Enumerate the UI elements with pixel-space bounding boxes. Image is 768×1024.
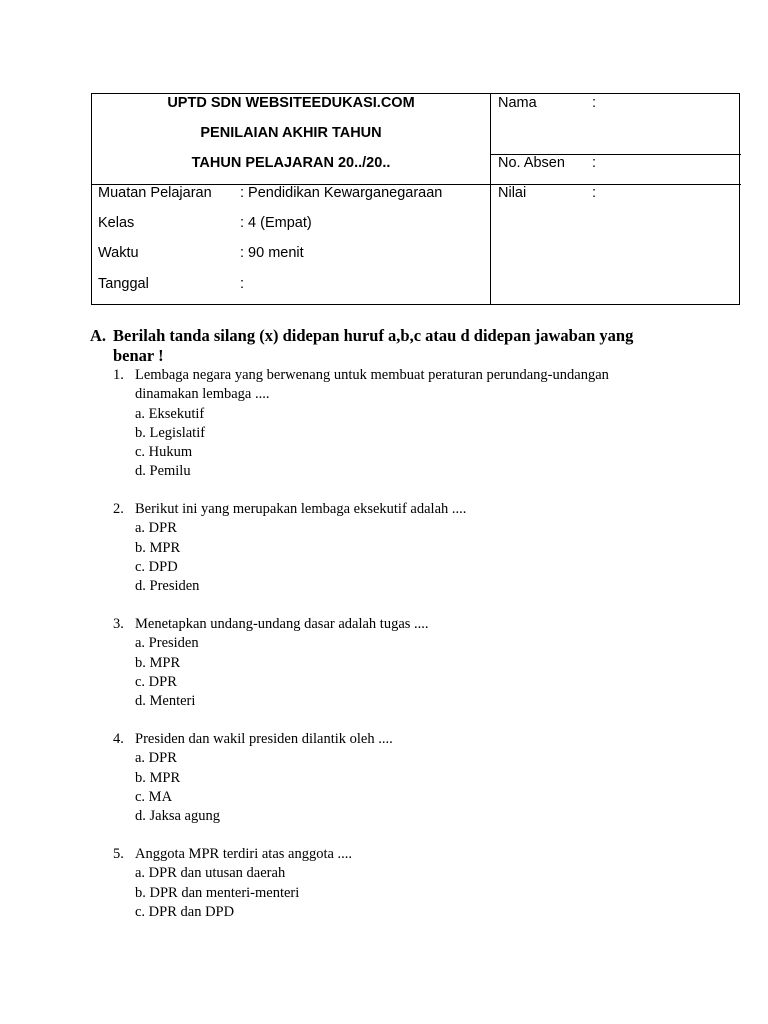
exam-header-box bbox=[91, 93, 740, 305]
answer-option: d. Presiden bbox=[135, 578, 200, 595]
answer-option: d. Pemilu bbox=[135, 463, 191, 480]
question-number: 2. bbox=[113, 501, 124, 517]
header-right-divider-2 bbox=[490, 184, 741, 185]
answer-option: c. DPD bbox=[135, 558, 178, 575]
answer-option: a. DPR bbox=[135, 750, 177, 767]
answer-option: a. Presiden bbox=[135, 635, 199, 652]
answer-option: a. Eksekutif bbox=[135, 405, 205, 422]
field-value-subject: : Pendidikan Kewarganegaraan bbox=[240, 185, 443, 201]
section-heading bbox=[90, 326, 690, 366]
section-a bbox=[90, 326, 690, 366]
absence-number-colon: : bbox=[592, 155, 597, 171]
question-text: Presiden dan wakil presiden dilantik oleh .... bbox=[135, 731, 393, 747]
answer-option: b. Legislatif bbox=[135, 424, 206, 441]
academic-year: TAHUN PELAJARAN 20../20.. bbox=[191, 155, 391, 171]
question-number: 5. bbox=[113, 846, 124, 862]
name-label: Nama bbox=[498, 95, 537, 111]
field-label-class: Kelas bbox=[98, 215, 135, 231]
field-value-time: : 90 menit bbox=[240, 245, 304, 261]
answer-option: c. Hukum bbox=[135, 444, 193, 461]
answer-option: b. MPR bbox=[135, 654, 181, 671]
field-label-subject: Muatan Pelajaran bbox=[98, 185, 212, 201]
answer-option: b. DPR dan menteri-menteri bbox=[135, 884, 300, 901]
field-label-time: Waktu bbox=[98, 245, 139, 261]
score-colon: : bbox=[592, 185, 597, 201]
name-colon: : bbox=[592, 95, 597, 111]
question-text: Menetapkan undang-undang dasar adalah tugas .... bbox=[135, 616, 429, 632]
question-item bbox=[113, 845, 673, 922]
answer-option: c. DPR bbox=[135, 673, 177, 690]
answer-option: d. Jaksa agung bbox=[135, 808, 220, 825]
question-item bbox=[113, 730, 673, 826]
field-value-date: : bbox=[240, 276, 245, 292]
question-number: 3. bbox=[113, 616, 124, 632]
absence-number-label: No. Absen bbox=[498, 155, 565, 171]
question-number: 1. bbox=[113, 367, 124, 383]
field-label-date: Tanggal bbox=[98, 276, 149, 292]
question-text: Berikut ini yang merupakan lembaga eksekutif adalah .... bbox=[135, 501, 467, 517]
question-item bbox=[113, 366, 673, 482]
answer-option: b. MPR bbox=[135, 769, 181, 786]
answer-option: a. DPR dan utusan daerah bbox=[135, 865, 286, 882]
answer-option: b. MPR bbox=[135, 539, 181, 556]
question-number: 4. bbox=[113, 731, 124, 747]
question-text: Anggota MPR terdiri atas anggota .... bbox=[135, 846, 353, 862]
field-value-class: : 4 (Empat) bbox=[240, 215, 312, 231]
question-item bbox=[113, 615, 673, 711]
school-name: UPTD SDN WEBSITEEDUKASI.COM bbox=[167, 95, 415, 111]
score-label: Nilai bbox=[498, 185, 527, 201]
answer-option: d. Menteri bbox=[135, 693, 196, 710]
section-instruction: Berilah tanda silang (x) didepan huruf a,b,c atau d didepan jawaban yang benar ! bbox=[113, 326, 634, 365]
question-item bbox=[113, 500, 673, 596]
assessment-title: PENILAIAN AKHIR TAHUN bbox=[200, 125, 382, 141]
answer-option: c. DPR dan DPD bbox=[135, 903, 235, 920]
answer-option: c. MA bbox=[135, 788, 173, 805]
answer-option: a. DPR bbox=[135, 520, 177, 537]
header-column-divider bbox=[490, 94, 491, 305]
section-letter: A. bbox=[90, 326, 107, 345]
question-text: Lembaga negara yang berwenang untuk membuat peraturan perundang-undangan dinamakan lembaga .... bbox=[135, 367, 609, 403]
